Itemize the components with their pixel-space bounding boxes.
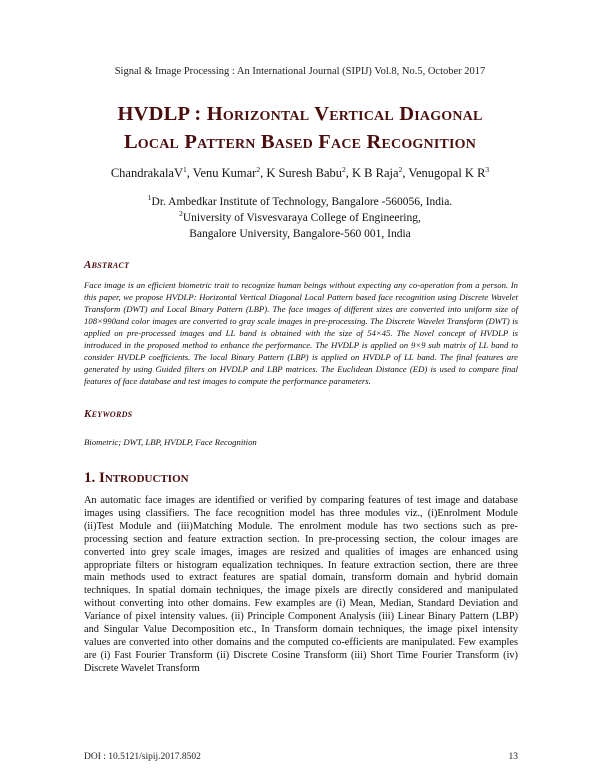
paper-title	[40, 100, 560, 156]
abstract-text: Face image is an efficient biometric trait to recognize human beings without expecting any co-operation from a person. In this paper, we propose HVDLP: Horizontal Vertical Diagonal Local Pattern based face recognition using Discrete Wavelet Transform (DWT) and Local Binary Pattern (LBP). The face images of different sizes are converted into uniform size of 108×990and color images are converted to gray scale images in pre-processing. The Discrete Wavelet Transform (DWT) is applied on pre-processed images and LL band is obtained with the size of 54×45. The Novel concept of HVDLP is introduced in the proposed method to enhance the performance. The HVDLP is applied on 9×9 sub matrix of LL band to consider HVDLP coefficients. The local Binary Pattern (LBP) is applied on HVDLP of LL band. The final features are generated by using Guided filters on HVDLP and LBP matrices. The Euclidean Distance (ED) is used to compare final features of face database and test images to compute the performance parameters.	[84, 280, 518, 386]
author-4-affiliation-mark: 2	[398, 164, 403, 174]
author-3-affiliation-mark: 2	[342, 164, 346, 174]
author-2: Venu Kumar$^2$,	[192, 164, 267, 180]
author-2-affiliation-mark: 2	[256, 164, 261, 174]
author-3: K Suresh Babu$^2$,	[266, 164, 353, 180]
introduction-heading: 1. Introduction	[84, 470, 189, 486]
author-4: K B Raja$^2$,	[352, 164, 409, 180]
footer-doi: DOI : 10.5121/sipij.2017.8502	[84, 752, 201, 762]
affiliation-1: $^1$Dr. Ambedkar Institute of Technology, Bangalore -560056, India.	[147, 193, 453, 208]
affiliation-2-continued: Bangalore University, Bangalore-560 001, India	[189, 228, 411, 240]
page-number: 13	[508, 752, 518, 762]
affiliation-2: $^2$University of Visvesvaraya College of Engineering,	[179, 209, 421, 224]
keywords-heading: Keywords	[84, 408, 133, 420]
journal-header: Signal & Image Processing : An International Journal (SIPIJ) Vol.8, No.5, October 2017	[114, 66, 486, 77]
title-line-2: Local Pattern Based Face Recognition	[123, 131, 477, 153]
abstract-heading: Abstract	[84, 259, 130, 271]
title-line-1: HVDLP : Horizontal Vertical Diagonal	[117, 103, 483, 125]
author-list	[40, 166, 560, 181]
author-5: Venugopal K $R^3$	[408, 164, 490, 180]
author-1-affiliation-mark: 1	[183, 164, 187, 174]
author-1: ChandrakalaV$^1$,	[110, 164, 193, 180]
introduction-text: An automatic face images are identified or verified by comparing features of test image and database images using classifiers. The face recognition model has three modules viz., (i)Enrolment Module (ii)Test Module and (iii)Matching Module. The enrolment module has two sections such as pre-processing section and feature extraction section. In pre-processing section, the colour images are converted into grey scale images, images are resized and qualities of images are enhanced using appropriate filters or histogram equalization techniques. In feature extraction section, there are three main methods used to extract features are spatial domain, transform domain and hybrid domain techniques. In spatial domain techniques, the image pixels are directly considered and manipulated without converting into other domains. Few examples are (i) Mean, Median, Standard Deviation and Variance of pixel intensity values. (ii) Principle Component Analysis (iii) Linear Binary Pattern (LBP) and Singular Value Decomposition etc., In Transform domain techniques, the image pixel intensity values are converted into other domains and the computed co-efficients are manipulated. Few examples are (i) Fast Fourier Transform (ii) Discrete Cosine Transform (iii) Short Time Fourier Transform (iv) Discrete Wavelet Transform	[84, 495, 518, 674]
keywords-text: Biometric; DWT, LBP, HVDLP, Face Recognition	[84, 437, 257, 447]
author-5-affiliation-mark: 3	[485, 164, 490, 174]
